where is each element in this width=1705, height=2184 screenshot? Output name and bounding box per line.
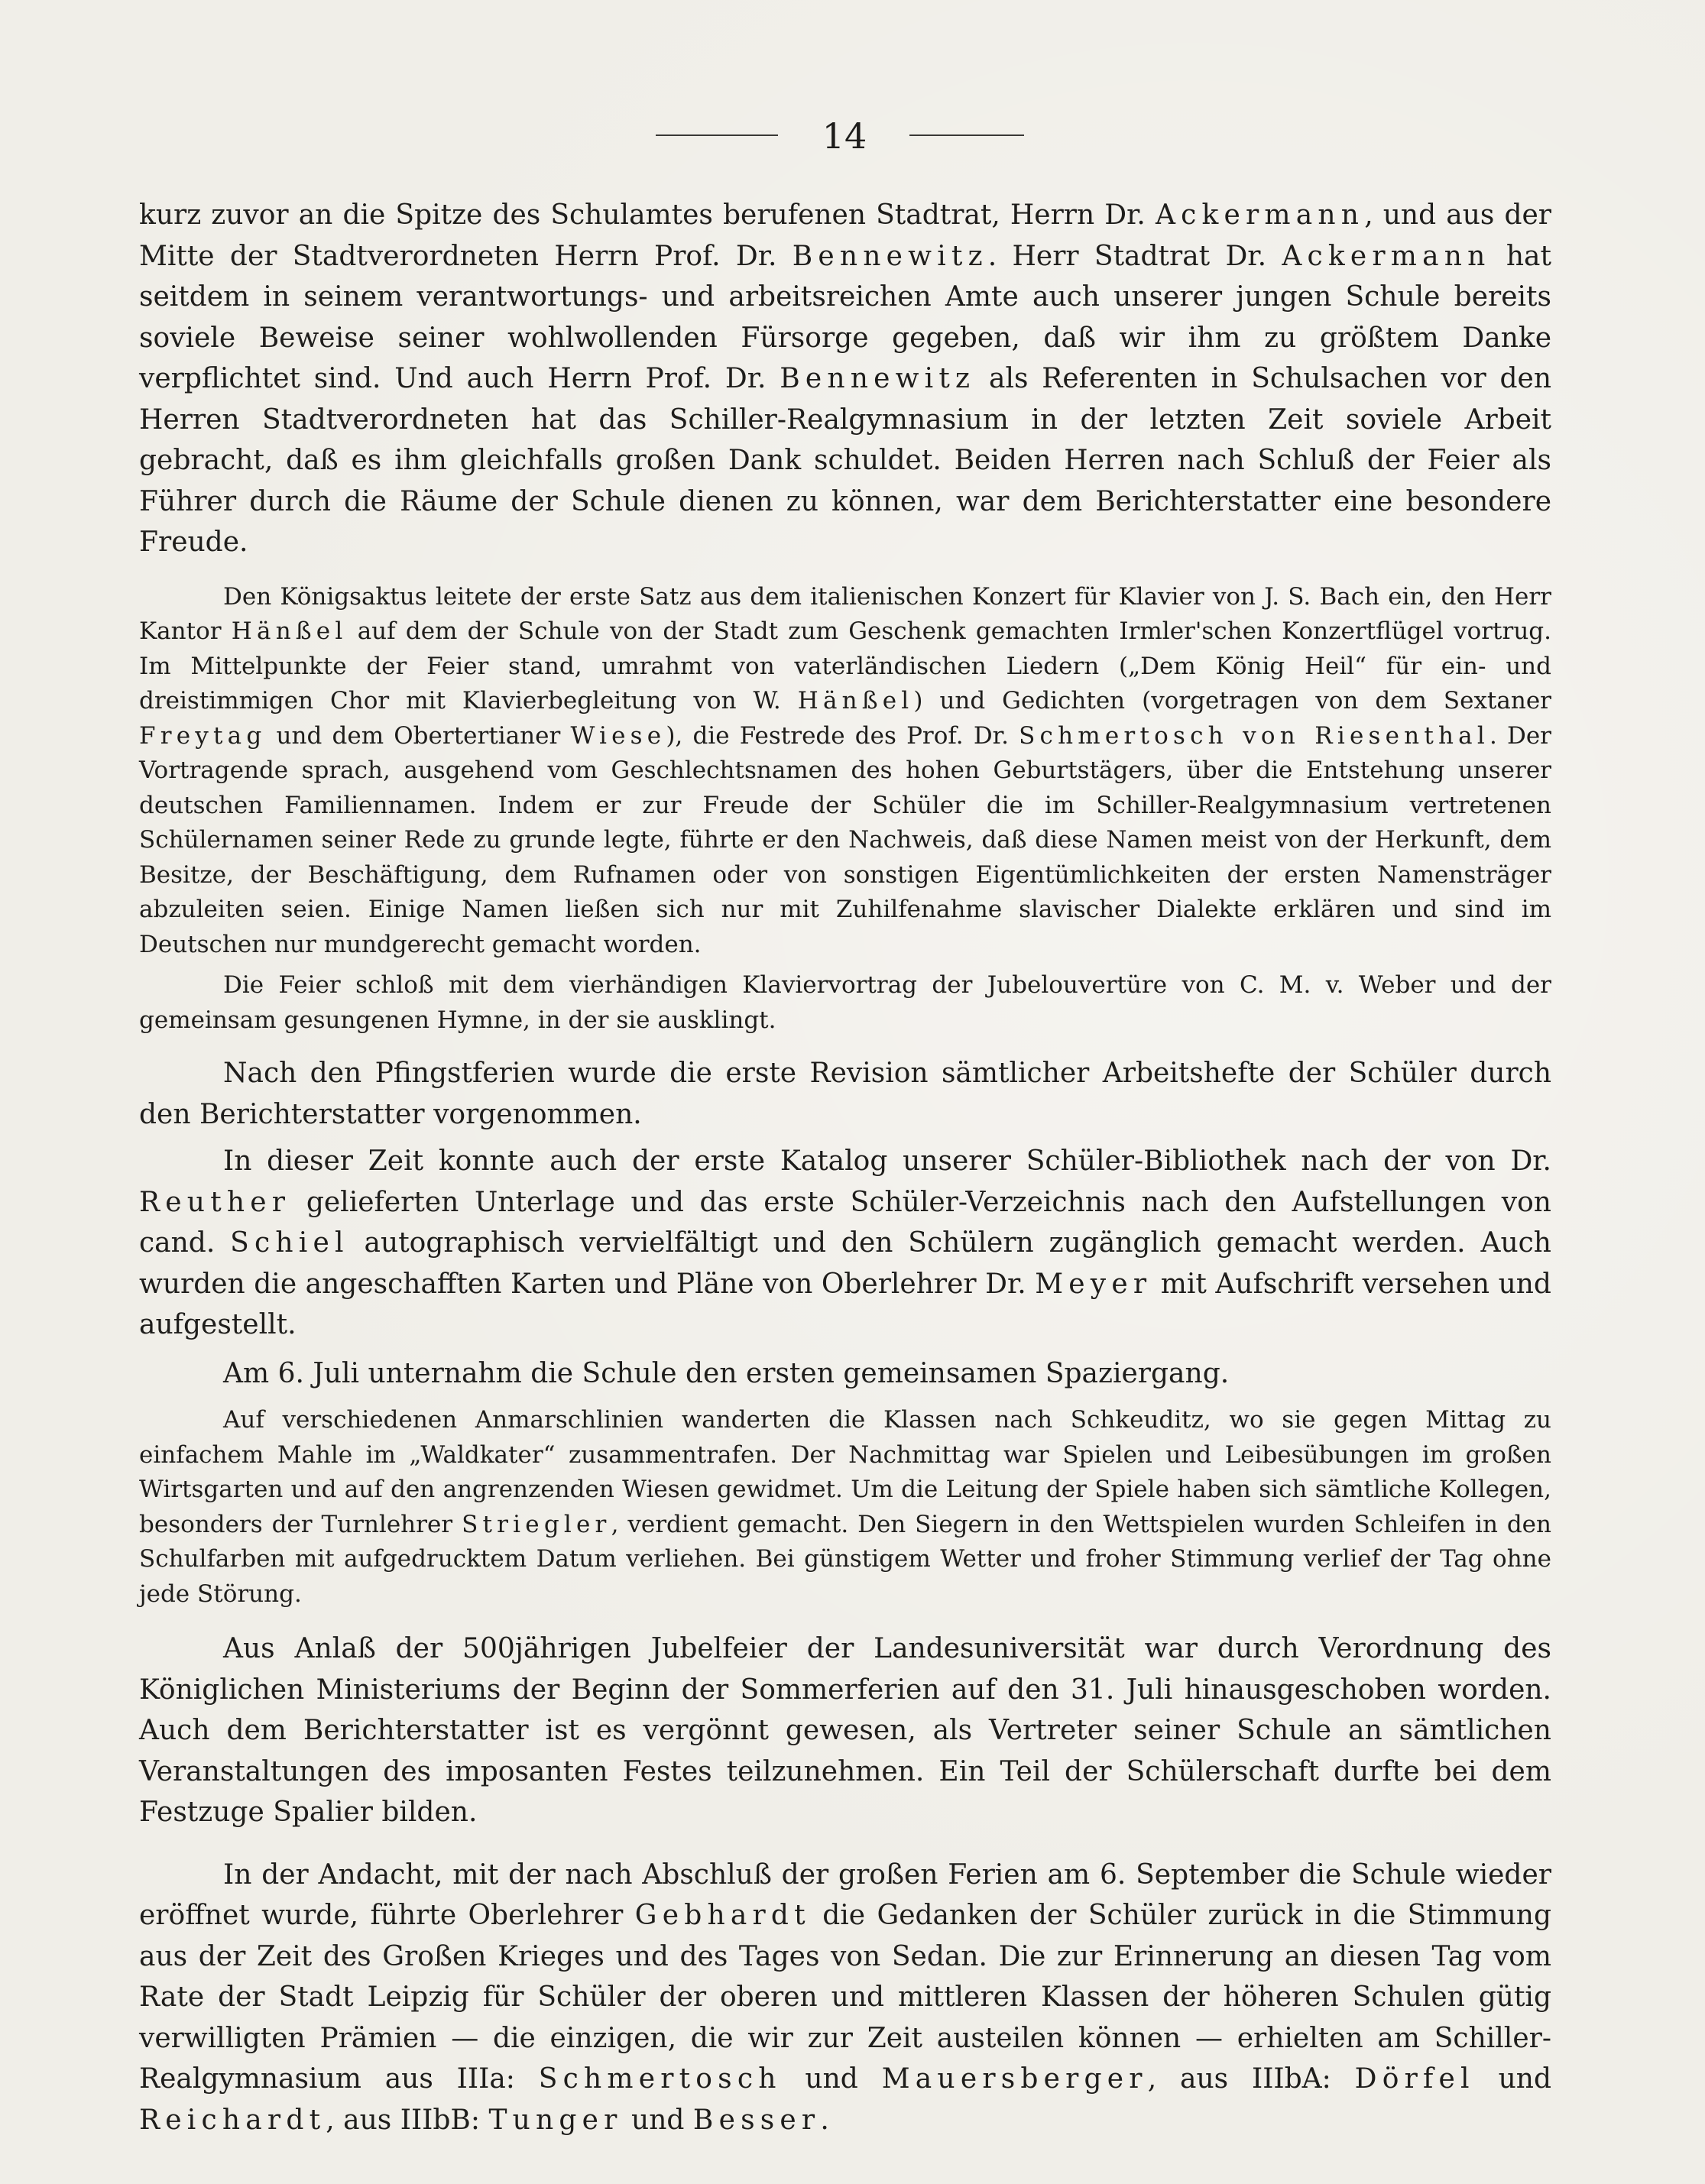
text-run: Auf verschiedenen Anmarschlinien wanderten die Klassen nach Schkeuditz, wo sie gegen Mittag zu einfachem Mahle im „Waldkater“ zusammentrafen. Der Nachmittag war Spielen und Leibesübungen im großen Wirtsgarten und auf den angrenzenden Wiesen gewidmet. Um die Leitung der Spiele haben sich sämtliche Kollegen, besonders der Turnlehrer	[139, 1406, 1551, 1538]
text-run: hat seitdem in seinem verantwortungs- und arbeitsreichen Amte auch unserer jungen Schule bereits soviele Beweise seiner wohlwollenden Fürsorge gegeben, daß wir ihm zu größtem Danke verpflichtet sind. Und auch Herrn Prof. Dr.	[139, 240, 1551, 394]
spaced-name: Dörfel	[1354, 2063, 1475, 2095]
spaced-name: Mauersberger	[881, 2063, 1148, 2095]
text-run: . Der Vortragende sprach, ausgehend vom Geschlechtsnamen des hohen Geburtstägers, über die Entstehung unserer deutschen Familiennamen. Indem er zur Freude der Schüler die im Schiller-Realgymnasium vertretenen Schülernamen seiner Rede zu grunde legte, führte er den Nachweis, daß diese Namen meist von der Herkunft, dem Besitze, der Beschäftigung, dem Rufnamen oder von sonstigen Eigentümlichkeiten der ersten Namensträger abzuleiten seien. Einige Namen ließen sich nur mit Zuhilfenahme slavischer Dialekte erklären und sind im Deutschen nur mundgerecht gemacht worden.	[139, 721, 1552, 958]
spaced-name: Besser	[692, 2104, 821, 2136]
page-number: 14	[822, 115, 867, 157]
spaced-name: Schmertosch	[538, 2063, 782, 2095]
paragraph-feier-schluss	[139, 968, 1551, 1038]
text-run: kurz zuvor an die Spitze des Schulamtes berufenen Stadtrat, Herrn Dr.	[139, 199, 1156, 231]
paragraph-revision	[139, 1053, 1551, 1135]
paragraph-andacht	[139, 1855, 1551, 2141]
paragraph-spaziergang	[139, 1353, 1551, 1395]
text-run: auf dem der Schule von der Stadt zum Geschenk gemachten Irmler'schen Konzertflügel vortrug. Im Mittelpunkte der Feier stand, umrahmt von vaterländischen Liedern („Dem König Heil“ für ein- und dreistimmigen Chor mit Klavierbegleitung von W.	[139, 617, 1551, 714]
paragraph-school-officials	[139, 195, 1551, 563]
text-run: gelieferten Unterlage und das erste Schüler-Verzeichnis nach den Aufstellungen von cand.	[139, 1186, 1551, 1259]
text-run: . Herr Stadtrat Dr.	[987, 240, 1282, 272]
text-run: und	[1474, 2063, 1552, 2095]
paragraph-bibliothek	[139, 1141, 1551, 1346]
spaced-name: Schmertosch von Riesenthal	[1019, 721, 1489, 750]
spaced-name: Striegler	[462, 1510, 611, 1538]
paragraph-schkeuditz	[139, 1403, 1551, 1612]
spaced-name: Meyer	[1035, 1268, 1152, 1300]
text-run: In der Andacht, mit der nach Abschluß der großen Ferien am 6. September die Schule wieder eröffnet wurde, führte Oberlehrer	[139, 1858, 1551, 1931]
text-run: Die Feier schloß mit dem vierhändigen Klaviervortrag der Jubelouvertüre von C. M. v. Weber und der gemeinsam gesungenen Hymne, in der sie ausklingt.	[139, 971, 1551, 1034]
text-run: , verdient gemacht. Den Siegern in den Wettspielen wurden Schleifen in den Schulfarben mit aufgedrucktem Datum verliehen. Bei günstigem Wetter und froher Stimmung verlief der Tag ohne jede Störung.	[139, 1510, 1551, 1608]
header-rule-left	[656, 134, 778, 136]
spaced-name: Reuther	[139, 1186, 291, 1218]
spaced-name: Gebhardt	[634, 1900, 811, 1931]
spaced-name: Freytag	[139, 721, 267, 750]
text-run: ) und Gedichten (vorgetragen von dem Sextaner	[913, 687, 1552, 714]
text-run: In dieser Zeit konnte auch der erste Katalog unserer Schüler-Bibliothek nach der von Dr.	[223, 1145, 1551, 1177]
spaced-name: Ackermann	[1282, 240, 1491, 272]
spaced-name: Ackermann	[1155, 199, 1365, 231]
text-run: autographisch vervielfältigt und den Schülern zugänglich gemacht werden. Auch wurden die angeschafften Karten und Pläne von Oberlehrer Dr.	[139, 1227, 1551, 1300]
text-run: , aus IIIbB:	[326, 2104, 489, 2136]
text-run: als Referenten in Schulsachen vor den Herren Stadtverordneten hat das Schiller-Realgymnasium in der letzten Zeit soviele Arbeit gebracht, daß es ihm gleichfalls großen Dank schuldet. Beiden Herren nach Schluß der Feier als Führer durch die Räume der Schule dienen zu können, war dem Berichterstatter eine besondere Freude.	[139, 363, 1552, 558]
paragraph-koenigsaktus	[139, 580, 1551, 963]
spaced-name: Bennewitz	[792, 240, 988, 272]
header-rule-right	[909, 134, 1024, 136]
text-run: Den Königsaktus leitete der erste Satz aus dem italienischen Konzert für Klavier von J. S. Bach ein, den Herr Kantor	[139, 582, 1551, 645]
text-run: Aus Anlaß der 500jährigen Jubelfeier der Landesuniversität war durch Verordnung des Königlichen Ministeriums der Beginn der Sommerferien auf den 31. Juli hinausgeschoben worden. Auch dem Berichterstatter ist es vergönnt gewesen, als Vertreter seiner Schule an sämtlichen Veranstaltungen des imposanten Festes teilzunehmen. Ein Teil der Schülerschaft durfte bei dem Festzuge Spalier bilden.	[139, 1633, 1551, 1828]
text-run: Am 6. Juli unternahm die Schule den ersten gemeinsamen Spaziergang.	[223, 1357, 1230, 1389]
spaced-name: Reichardt	[139, 2104, 326, 2136]
text-run: und dem Obertertianer	[266, 721, 571, 750]
text-run: die Gedanken der Schüler zurück in die Stimmung aus der Zeit des Großen Krieges und des Tages von Sedan. Die zur Erinnerung an diesen Tag vom Rate der Stadt Leipzig für Schüler der oberen und mittleren Klassen der höheren Schulen gütig verwilligten Prämien — die einzigen, die wir zur Zeit austeilen können — erhielten am Schiller-Realgymnasium aus IIIa:	[139, 1900, 1551, 2095]
text-run: und	[781, 2063, 882, 2095]
text-run: .	[820, 2104, 829, 2136]
spaced-name: Hänßel	[797, 687, 914, 714]
page-header	[0, 115, 1705, 160]
spaced-name: Bennewitz	[780, 363, 976, 394]
text-run: , und aus der Mitte der Stadtverordneten Herrn Prof. Dr.	[139, 199, 1551, 272]
spaced-name: Tunger	[488, 2104, 623, 2136]
page-body	[139, 195, 1551, 2140]
text-run: und	[622, 2104, 693, 2136]
spaced-name: Wiese	[570, 721, 666, 750]
spaced-name: Schiel	[230, 1227, 349, 1259]
text-run: mit Aufschrift versehen und aufgestellt.	[139, 1268, 1551, 1340]
text-run: ), die Festrede des Prof. Dr.	[666, 721, 1019, 750]
paragraph-jubelfeier	[139, 1628, 1551, 1833]
text-run: Nach den Pfingstferien wurde die erste Revision sämtlicher Arbeitshefte der Schüler durch den Berichterstatter vorgenommen.	[139, 1058, 1551, 1130]
text-run: , aus IIIbA:	[1147, 2063, 1355, 2095]
spaced-name: Hänßel	[231, 617, 348, 645]
